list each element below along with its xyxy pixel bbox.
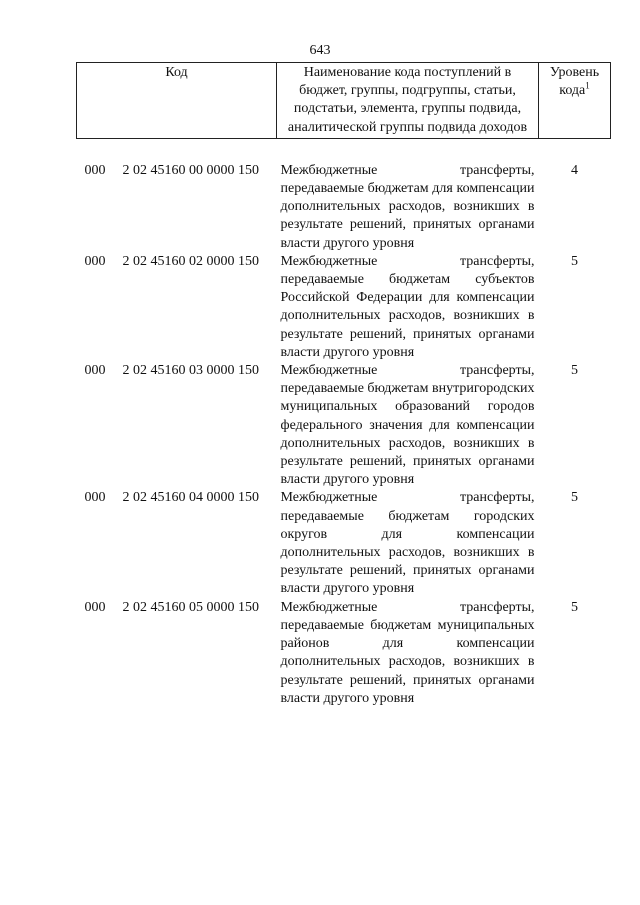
income-code: 2 02 45160 00 0000 150 xyxy=(122,162,259,178)
level-cell: 5 xyxy=(571,363,578,379)
level-cell: 5 xyxy=(571,490,578,506)
name-cell: Межбюджетные трансферты, передаваемые бюджетам внутригородских муниципальных образований городов федерального значения для компенсации дополнительных расходов, возникших в результате решений, принятых органами власти другого уровня xyxy=(280,363,535,488)
header-level-label: Уровень кода xyxy=(549,65,600,99)
table-header xyxy=(77,63,611,139)
code-cell xyxy=(77,362,277,489)
admin-code: 000 xyxy=(84,162,106,178)
header-name: Наименование кода поступлений в бюджет, группы, подгруппы, статьи, подстатьи, элемента, группы подвида, аналитической группы подвида доходов xyxy=(277,63,539,139)
header-level xyxy=(539,63,611,139)
income-codes-table xyxy=(76,62,611,708)
level-cell: 5 xyxy=(571,599,578,615)
income-code: 2 02 45160 05 0000 150 xyxy=(122,599,259,615)
header-code: Код xyxy=(77,63,277,139)
level-cell: 4 xyxy=(571,162,578,178)
admin-code: 000 xyxy=(84,363,106,379)
name-cell: Межбюджетные трансферты, передаваемые бюджетам для компенсации дополнительных расходов, возникших в результате решений, принятых органами власти другого уровня xyxy=(280,162,535,251)
name-cell: Межбюджетные трансферты, передаваемые бюджетам городских округов для компенсации дополнительных расходов, возникших в результате решений, принятых органами власти другого уровня xyxy=(280,490,535,597)
table-row xyxy=(77,162,611,253)
code-cell xyxy=(77,253,277,362)
code-cell xyxy=(77,489,277,598)
admin-code: 000 xyxy=(84,490,106,506)
admin-code: 000 xyxy=(84,253,106,269)
table-body xyxy=(77,138,611,708)
table-row xyxy=(77,253,611,362)
table-row xyxy=(77,599,611,708)
header-row xyxy=(77,63,611,139)
header-level-footnote: 1 xyxy=(585,80,590,91)
admin-code: 000 xyxy=(84,599,106,615)
table-row xyxy=(77,489,611,598)
spacer-row xyxy=(77,138,611,162)
income-code: 2 02 45160 04 0000 150 xyxy=(122,490,259,506)
name-cell: Межбюджетные трансферты, передаваемые бюджетам муниципальных районов для компенсации дополнительных расходов, возникших в результате решений, принятых органами власти другого уровня xyxy=(280,599,535,706)
level-cell: 5 xyxy=(571,253,578,269)
table-row xyxy=(77,362,611,489)
income-code: 2 02 45160 02 0000 150 xyxy=(122,253,259,269)
name-cell: Межбюджетные трансферты, передаваемые бюджетам субъектов Российской Федерации для компенсации дополнительных расходов, возникших в результате решений, принятых органами власти другого уровня xyxy=(280,253,535,360)
income-code: 2 02 45160 03 0000 150 xyxy=(122,363,259,379)
code-cell xyxy=(77,599,277,708)
code-cell xyxy=(77,162,277,253)
page-number: 643 xyxy=(309,43,331,58)
